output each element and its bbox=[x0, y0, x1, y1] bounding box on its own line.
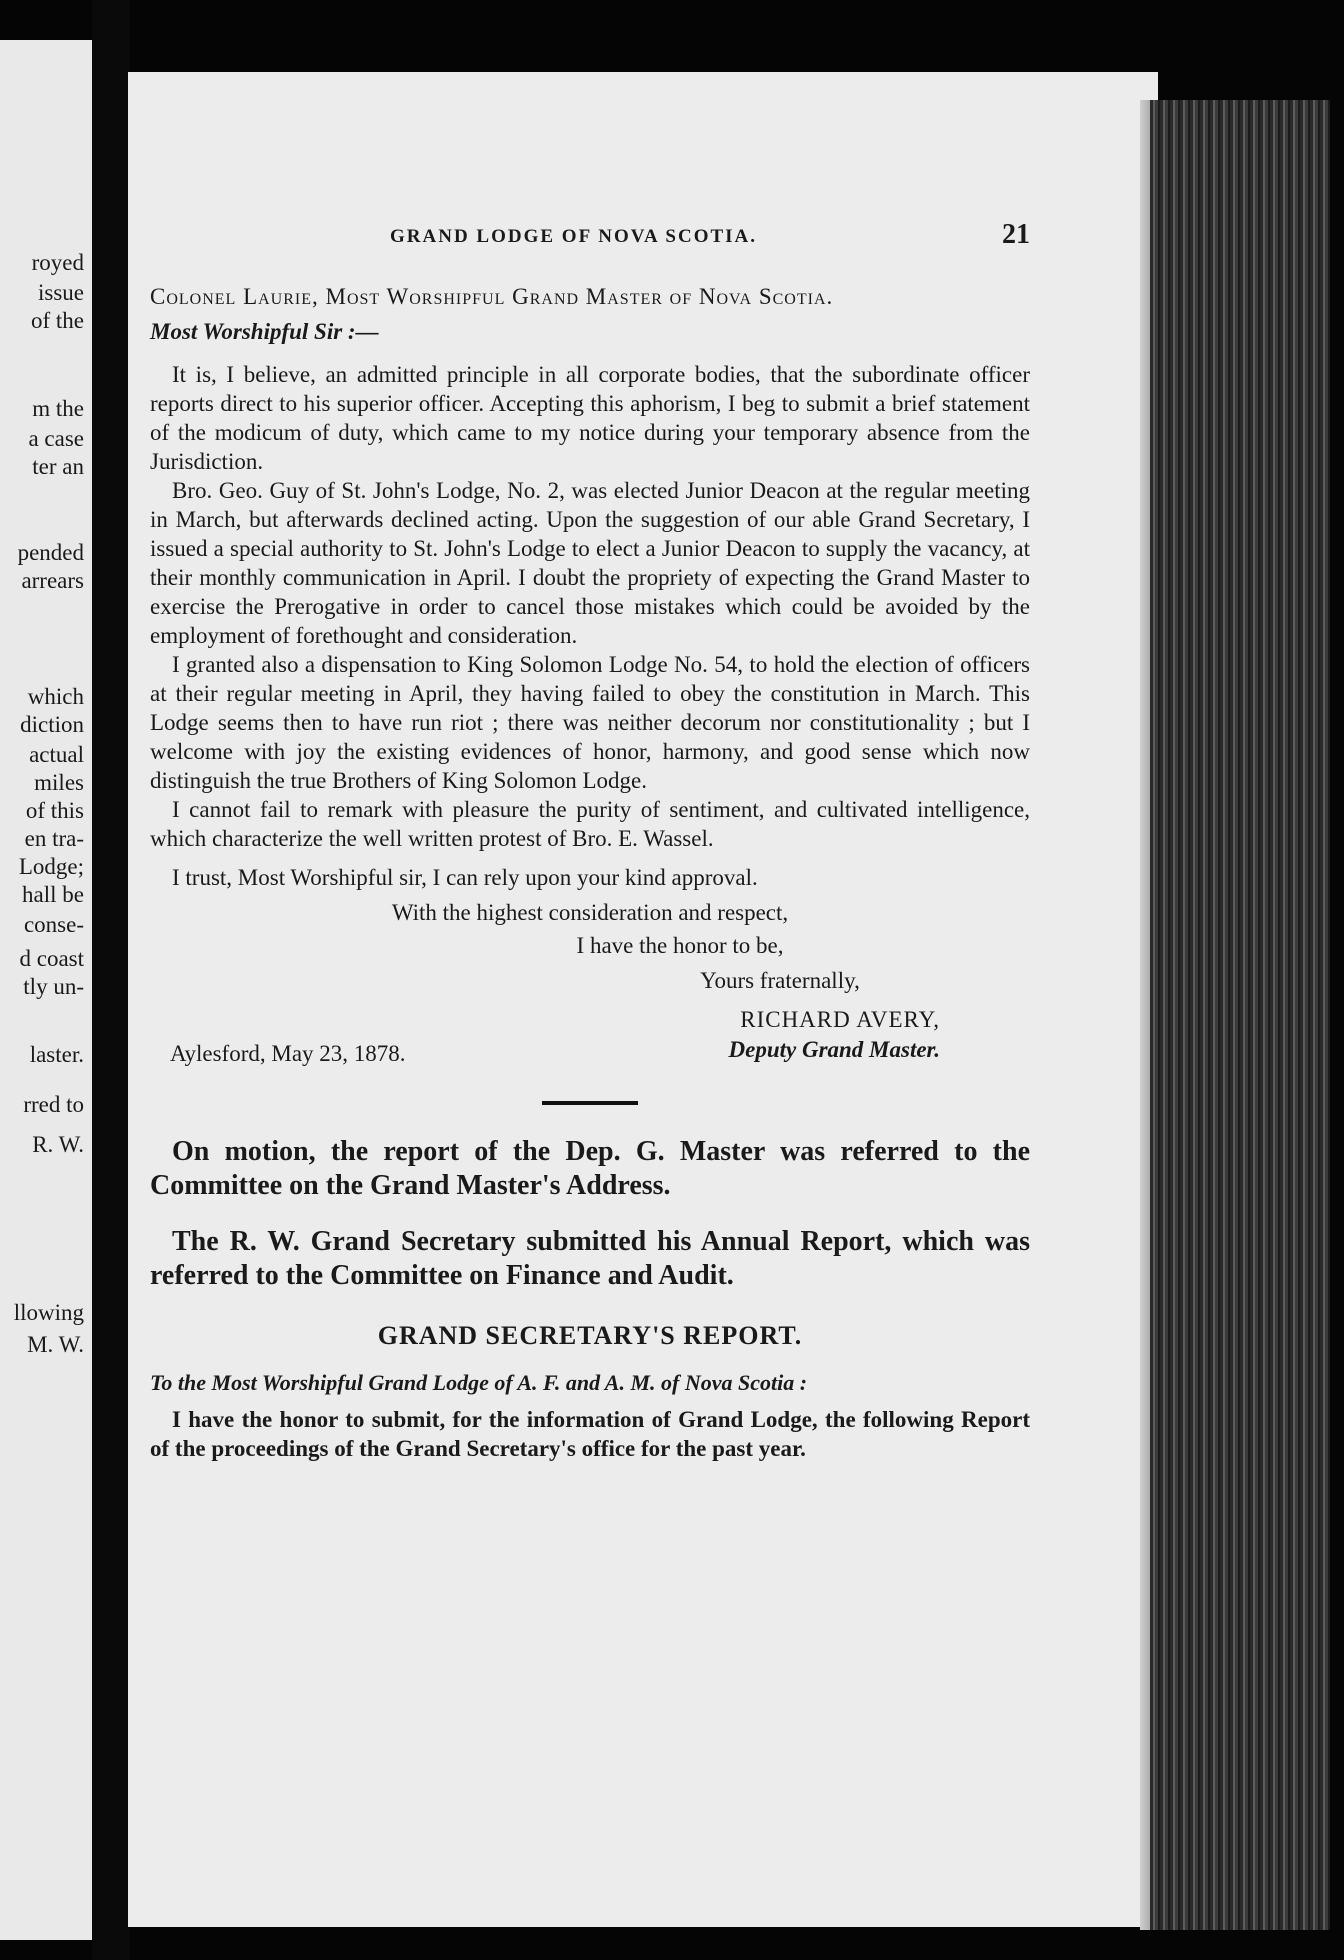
facing-page-text: llowing bbox=[13, 1300, 84, 1325]
facing-page-fragment bbox=[0, 40, 92, 1940]
section-divider bbox=[542, 1101, 638, 1105]
facing-page-text: M. W. bbox=[27, 1332, 84, 1357]
facing-page-text: arrears bbox=[21, 568, 84, 593]
report-addressee: To the Most Worshipful Grand Lodge of A. F. and A. M. of Nova Scotia : bbox=[150, 1370, 808, 1395]
facing-page-text: miles bbox=[34, 770, 84, 795]
letter-paragraph: I trust, Most Worshipful sir, I can rely upon your kind approval. bbox=[172, 865, 758, 890]
page-header bbox=[150, 220, 1030, 260]
facing-page-text: en tra- bbox=[24, 826, 84, 851]
facing-page-text: pended bbox=[17, 540, 84, 565]
report-intro: I have the honor to submit, for the information of Grand Lodge, the following Report of the proceedings of the Grand Secretary's office for the past year. bbox=[150, 1407, 1030, 1461]
facing-page-text: a case bbox=[28, 426, 84, 451]
signature-block bbox=[150, 1005, 1030, 1067]
page-number: 21 bbox=[1002, 219, 1030, 250]
facing-page-text: tly un- bbox=[23, 974, 84, 999]
letter-paragraph: I cannot fail to remark with pleasure the purity of sentiment, and cultivated intelligence, which characterize the well written protest of Bro. E. Wassel. bbox=[150, 797, 1030, 851]
facing-page-text: rred to bbox=[23, 1092, 84, 1117]
facing-page-text: diction bbox=[20, 712, 84, 737]
letter-paragraph: I granted also a dispensation to King Solomon Lodge No. 54, to hold the election of officers at their regular meeting in April, they having failed to obey the constitution in March. This Lodge seems then to have run riot ; there was neither decorum nor constitutionality ; but I welcome with joy the existing evidences of honor, harmony, and good sense which now distinguish the true Brothers of King Solomon Lodge. bbox=[150, 652, 1030, 793]
facing-page-text: conse- bbox=[23, 912, 84, 937]
facing-page-text: R. W. bbox=[32, 1132, 84, 1157]
facing-page-text: d coast bbox=[19, 946, 84, 971]
facing-page-text: Lodge; bbox=[18, 854, 84, 879]
facing-page-text: actual bbox=[29, 742, 84, 767]
facing-page-text: laster. bbox=[29, 1042, 84, 1067]
facing-page-text: of the bbox=[30, 308, 84, 333]
book-page-edges bbox=[1150, 100, 1330, 1930]
facing-page-text: which bbox=[27, 684, 84, 709]
signature-title: Deputy Grand Master. bbox=[728, 1037, 940, 1062]
running-head: GRAND LODGE OF NOVA SCOTIA. bbox=[390, 226, 758, 247]
book-gutter bbox=[92, 0, 130, 1960]
page-content bbox=[150, 220, 1030, 1463]
letter-paragraph: Bro. Geo. Guy of St. John's Lodge, No. 2, was elected Junior Deacon at the regular meeting in March, but afterwards declined acting. Upon the suggestion of our able Grand Secretary, I issued a special authority to St. John's Lodge to elect a Junior Deacon to supply the vacancy, at their monthly communication in April. I doubt the propriety of expecting the Grand Master to exercise the Prerogative in order to cancel those mistakes which could be avoided by the employment of forethought and consideration. bbox=[150, 478, 1030, 648]
letter-addressee: Colonel Laurie, Most Worshipful Grand Master of Nova Scotia. bbox=[150, 284, 834, 309]
minutes-paragraph: The R. W. Grand Secretary submitted his Annual Report, which was referred to the Committee on Finance and Audit. bbox=[150, 1226, 1030, 1291]
minutes-paragraph: On motion, the report of the Dep. G. Master was referred to the Committee on the Grand Master's Address. bbox=[150, 1136, 1030, 1201]
closing-line: I have the honor to be, bbox=[576, 933, 784, 958]
closing-line: Yours fraternally, bbox=[700, 968, 860, 993]
place-date: Aylesford, May 23, 1878. bbox=[170, 1041, 406, 1066]
letter-salutation: Most Worshipful Sir :— bbox=[150, 319, 379, 344]
facing-page-text: m the bbox=[32, 396, 84, 421]
signature-name: RICHARD AVERY, bbox=[740, 1007, 940, 1032]
letter-paragraph: It is, I believe, an admitted principle in all corporate bodies, that the subordinate officer reports direct to his superior officer. Accepting this aphorism, I beg to submit a brief statement of the modicum of duty, which came to my notice during your temporary absence from the Jurisdiction. bbox=[150, 362, 1030, 474]
report-title: GRAND SECRETARY'S REPORT. bbox=[377, 1321, 803, 1350]
facing-page-text: issue bbox=[38, 280, 84, 305]
facing-page-text: of this bbox=[25, 798, 84, 823]
facing-page-text: hall be bbox=[22, 882, 84, 907]
facing-page-text: ter an bbox=[32, 454, 84, 479]
facing-page-text: royed bbox=[31, 250, 84, 275]
closing-line: With the highest consideration and respect, bbox=[391, 900, 789, 925]
